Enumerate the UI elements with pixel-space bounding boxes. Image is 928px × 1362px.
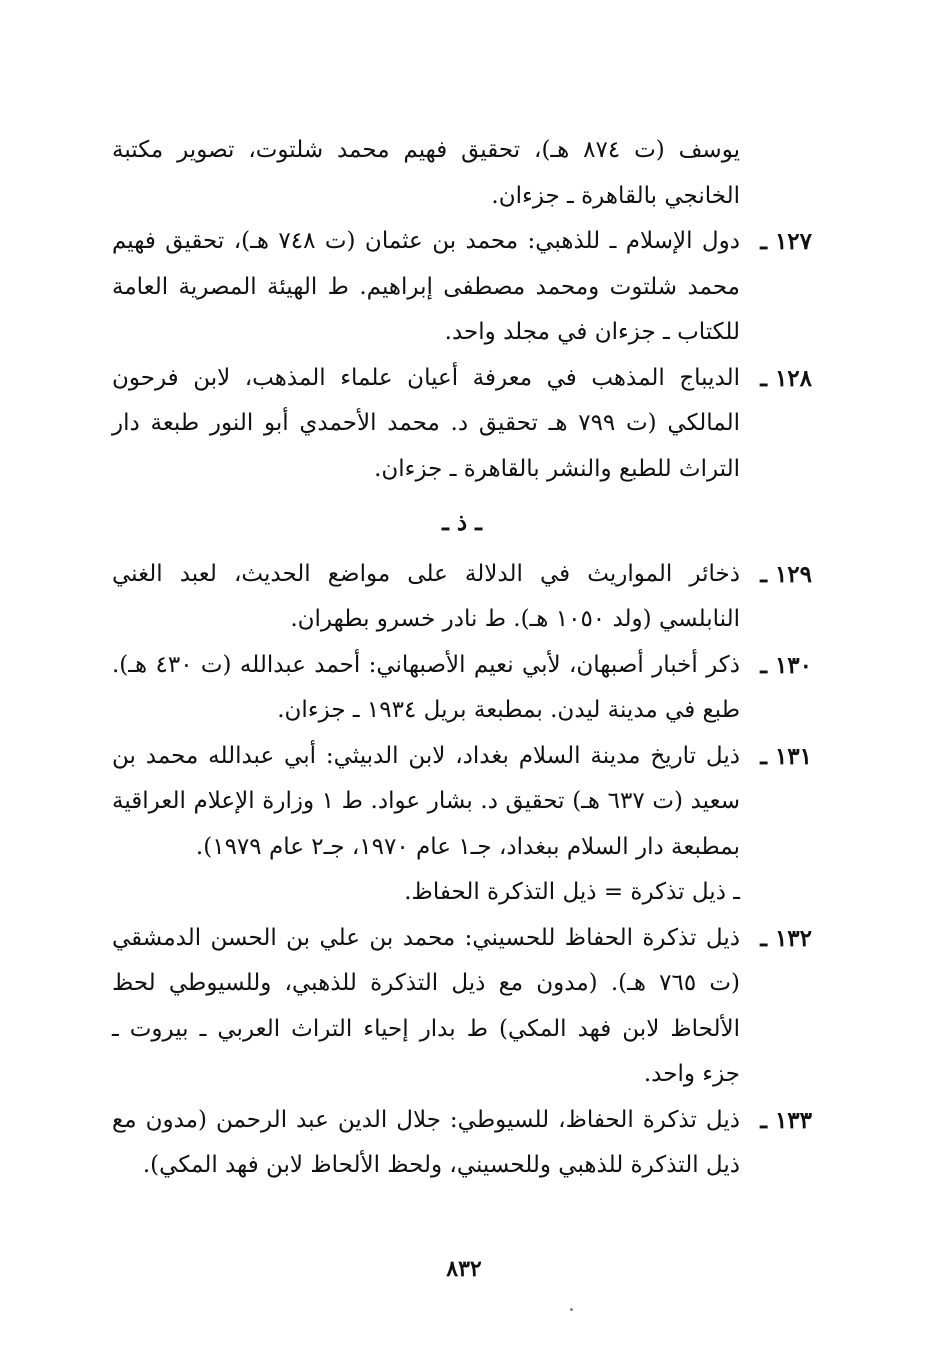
bibliography-text [112, 128, 812, 1189]
entry-text: ذيل تذكرة الحفاظ، للسيوطي: جلال الدين عبد الرحمن (مدون مع ذيل التذكرة للذهبي وللحسيني، ولحظ الألحاظ لابن فهد المكي). [112, 1106, 740, 1178]
bibliography-entry-127 [112, 219, 812, 356]
page-number: ٨٣٢ [446, 1256, 482, 1282]
entry-number: ١٣٢ ـ [760, 924, 812, 952]
scan-speck [570, 1308, 573, 1311]
continued-entry-text: يوسف (ت ٨٧٤ هـ)، تحقيق فهيم محمد شلتوت، تصوير مكتبة الخانجي بالقاهرة ـ جزءان. [112, 137, 740, 209]
bibliography-entry-130 [112, 643, 812, 734]
entry-text: الديباج المذهب في معرفة أعيان علماء المذهب، لابن فرحون المالكي (ت ٧٩٩ هـ تحقيق د. محمد الأحمدي أبو النور طبعة دار التراث للطبع والنشر بالقاهرة ـ جزءان. [112, 364, 740, 482]
bibliography-entry-131 [112, 734, 812, 871]
entry-text: دول الإسلام ـ للذهبي: محمد بن عثمان (ت ٧٤٨ هـ)، تحقيق فهيم محمد شلتوت ومحمد مصطفى إبراهيم. ط الهيئة المصرية العامة للكتاب ـ جزءان في مجلد واحد. [112, 228, 740, 345]
bibliography-entry-133 [112, 1098, 812, 1189]
entry-text: ذخائر المواريث في الدلالة على مواضع الحديث، لعبد الغني النابلسي (ولد ١٠٥٠ هـ). ط نادر خسرو بطهران. [112, 560, 740, 632]
entry-number: ١٢٧ ـ [760, 228, 812, 255]
bibliography-entry-128 [112, 356, 812, 493]
entry-number: ١٢٩ ـ [760, 560, 812, 588]
cross-reference: ـ ذيل تذكرة = ذيل التذكرة الحفاظ. [404, 879, 740, 905]
entry-number: ١٣٠ ـ [760, 651, 812, 679]
entry-text: ذيل تاريخ مدينة السلام بغداد، لابن الدبيثي: أبي عبدالله محمد بن سعيد (ت ٦٣٧ هـ) تحقيق د. بشار عواد. ط ١ وزارة الإعلام العراقية بمطبعة دار السلام ببغداد، جـ١ عام ١٩٧٠، جـ٢ عام ١٩٧٩). [112, 742, 740, 860]
entry-number: ١٣١ ـ [760, 742, 812, 770]
bibliography-entry-129 [112, 552, 812, 643]
section-letter-header: ـ ذ ـ [442, 509, 482, 536]
entry-number: ١٣٣ ـ [760, 1106, 812, 1134]
entry-number: ١٢٨ ـ [760, 364, 812, 392]
entry-text: ذيل تذكرة الحفاظ للحسيني: محمد بن علي بن الحسن الدمشقي (ت ٧٦٥ هـ). (مدون مع ذيل التذكرة للذهبي، وللسيوطي لحظ الألحاظ لابن فهد المكي) ط بدار إحياء التراث العربي ـ بيروت ـ جزء واحد. [112, 924, 740, 1087]
bibliography-entry-132 [112, 916, 812, 1098]
entry-text: ذكر أخبار أصبهان، لأبي نعيم الأصبهاني: أحمد عبدالله (ت ٤٣٠ هـ). طبع في مدينة ليدن. بمطبعة بريل ١٩٣٤ ـ جزءان. [112, 651, 740, 723]
